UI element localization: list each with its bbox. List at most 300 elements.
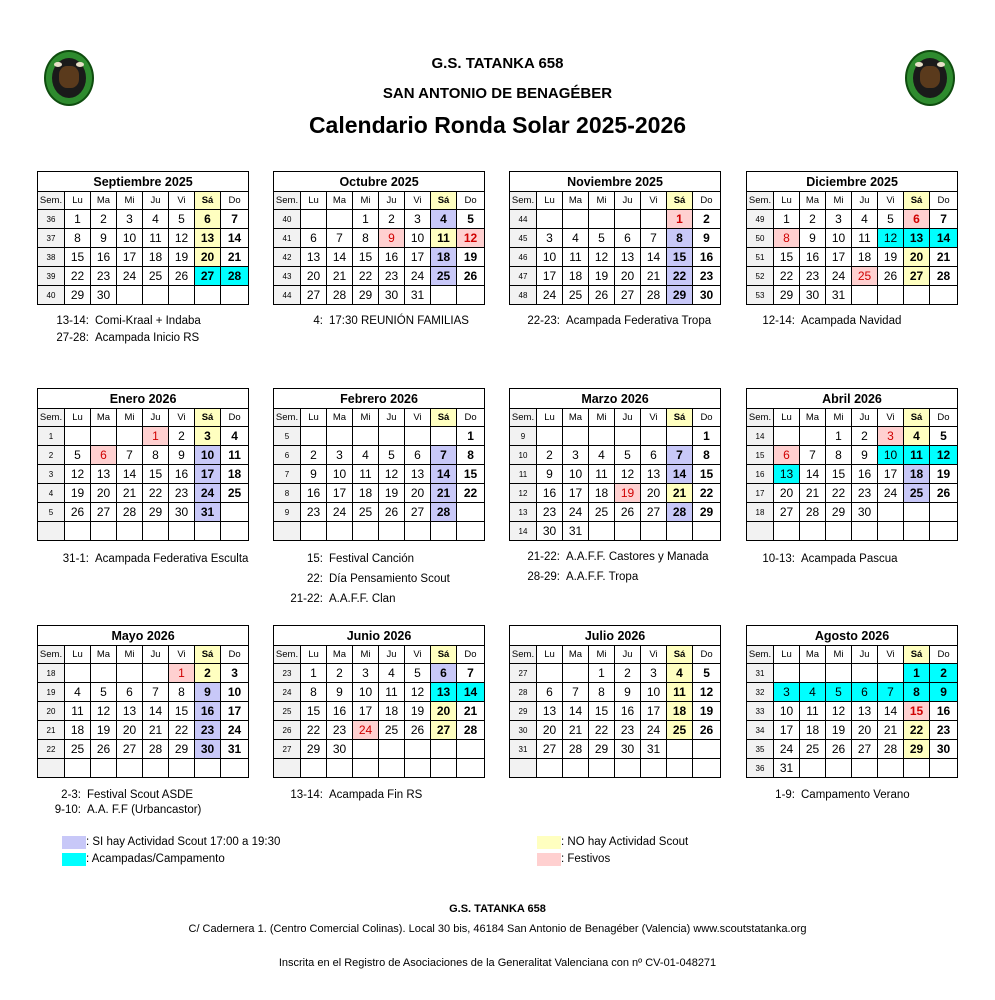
day-cell: 9 [537, 465, 563, 484]
day-cell: 24 [826, 267, 852, 286]
day-cell: 24 [405, 267, 431, 286]
day-cell: 5 [826, 683, 852, 702]
day-cell [301, 210, 327, 229]
event-dates: 13-14: [56, 315, 89, 327]
day-cell: 22 [169, 721, 195, 740]
day-cell [904, 522, 930, 541]
day-header: Do [930, 646, 958, 664]
day-cell: 30 [91, 286, 117, 305]
day-cell: 9 [379, 229, 405, 248]
day-cell: 1 [904, 664, 930, 683]
week-number: 41 [274, 229, 301, 248]
week-number: 36 [747, 759, 774, 778]
month-title: Agosto 2026 [747, 626, 958, 646]
week-number: 30 [510, 721, 537, 740]
day-cell: 10 [327, 465, 353, 484]
page-title: Calendario Ronda Solar 2025-2026 [308, 112, 687, 138]
day-cell: 6 [615, 229, 641, 248]
day-cell: 6 [195, 210, 221, 229]
day-cell: 12 [826, 702, 852, 721]
day-cell: 23 [615, 721, 641, 740]
week-number: 22 [38, 740, 65, 759]
day-header: Ma [800, 646, 826, 664]
day-cell: 31 [641, 740, 667, 759]
week-number: 39 [38, 267, 65, 286]
day-cell [327, 759, 353, 778]
day-header: Mi [353, 192, 379, 210]
day-cell: 31 [195, 503, 221, 522]
day-cell [431, 286, 457, 305]
day-cell [693, 740, 721, 759]
day-cell: 10 [537, 248, 563, 267]
day-cell: 23 [537, 503, 563, 522]
day-cell: 30 [693, 286, 721, 305]
day-header: Sem. [274, 409, 301, 427]
day-cell: 25 [589, 503, 615, 522]
day-header: Do [693, 192, 721, 210]
day-cell [537, 664, 563, 683]
event-label: A.A.F.F. Tropa [566, 571, 639, 583]
week-number: 33 [747, 702, 774, 721]
day-cell: 1 [774, 210, 800, 229]
day-header: Ju [379, 192, 405, 210]
day-cell: 16 [327, 702, 353, 721]
day-cell [537, 210, 563, 229]
day-cell: 16 [169, 465, 195, 484]
day-header: Do [221, 192, 249, 210]
event-dates: 9-10: [54, 804, 81, 816]
event-dates: 1-9: [775, 789, 795, 801]
day-cell [563, 664, 589, 683]
day-cell [431, 759, 457, 778]
day-cell: 22 [774, 267, 800, 286]
day-cell: 18 [800, 721, 826, 740]
day-header: Sá [904, 646, 930, 664]
day-cell: 19 [615, 484, 641, 503]
month-calendar [37, 388, 248, 541]
day-cell: 28 [878, 740, 904, 759]
event-note [275, 789, 422, 801]
day-cell [589, 522, 615, 541]
day-cell: 20 [904, 248, 930, 267]
day-cell: 5 [589, 229, 615, 248]
day-cell [667, 759, 693, 778]
day-cell: 25 [563, 286, 589, 305]
day-header: Do [930, 409, 958, 427]
day-cell [379, 522, 405, 541]
day-cell: 25 [904, 484, 930, 503]
month-calendar [509, 625, 720, 778]
day-cell: 25 [800, 740, 826, 759]
day-cell [327, 427, 353, 446]
day-cell: 11 [852, 229, 878, 248]
month-title: Julio 2026 [510, 626, 721, 646]
day-cell: 22 [353, 267, 379, 286]
day-cell [431, 740, 457, 759]
day-cell: 30 [930, 740, 958, 759]
day-cell: 2 [537, 446, 563, 465]
day-header: Ju [143, 409, 169, 427]
day-cell: 23 [379, 267, 405, 286]
event-note [500, 551, 709, 563]
week-number [38, 522, 65, 541]
day-cell [221, 286, 249, 305]
day-header: Ju [143, 646, 169, 664]
day-cell [800, 427, 826, 446]
day-cell: 3 [641, 664, 667, 683]
day-cell [774, 522, 800, 541]
day-cell: 27 [852, 740, 878, 759]
day-cell [930, 522, 958, 541]
day-cell: 10 [826, 229, 852, 248]
month-calendar [509, 171, 720, 305]
day-cell: 23 [800, 267, 826, 286]
event-note [275, 315, 469, 327]
day-cell: 20 [91, 484, 117, 503]
event-dates: 4: [313, 315, 323, 327]
day-header: Do [930, 192, 958, 210]
day-cell: 29 [667, 286, 693, 305]
day-cell: 30 [800, 286, 826, 305]
day-cell: 3 [117, 210, 143, 229]
day-cell: 14 [221, 229, 249, 248]
day-header: Sá [904, 192, 930, 210]
day-cell: 23 [195, 721, 221, 740]
day-cell: 17 [221, 702, 249, 721]
day-cell: 17 [878, 465, 904, 484]
day-cell: 12 [65, 465, 91, 484]
event-dates: 21-22: [527, 551, 560, 563]
day-header: Sem. [747, 646, 774, 664]
day-cell: 18 [904, 465, 930, 484]
day-cell: 8 [143, 446, 169, 465]
day-cell: 4 [65, 683, 91, 702]
day-cell: 27 [301, 286, 327, 305]
month-title: Marzo 2026 [510, 389, 721, 409]
day-header: Ma [800, 409, 826, 427]
day-cell: 2 [930, 664, 958, 683]
day-cell [852, 286, 878, 305]
day-cell: 3 [327, 446, 353, 465]
event-dates: 21-22: [290, 593, 323, 605]
week-number: 21 [38, 721, 65, 740]
day-cell: 6 [537, 683, 563, 702]
day-cell [852, 522, 878, 541]
day-cell: 4 [143, 210, 169, 229]
day-cell: 24 [878, 484, 904, 503]
day-cell [693, 759, 721, 778]
day-cell: 14 [431, 465, 457, 484]
day-cell: 10 [563, 465, 589, 484]
day-cell: 7 [878, 683, 904, 702]
day-header: Ju [379, 646, 405, 664]
month-calendar [273, 625, 484, 778]
day-header: Vi [405, 646, 431, 664]
day-cell [693, 522, 721, 541]
day-cell [143, 522, 169, 541]
day-cell: 3 [195, 427, 221, 446]
week-number: 25 [274, 702, 301, 721]
day-cell [117, 522, 143, 541]
week-number: 43 [274, 267, 301, 286]
day-header: Lu [537, 646, 563, 664]
day-cell: 19 [65, 484, 91, 503]
day-cell: 17 [537, 267, 563, 286]
day-cell: 4 [852, 210, 878, 229]
day-cell: 5 [91, 683, 117, 702]
day-cell: 20 [852, 721, 878, 740]
day-cell: 6 [852, 683, 878, 702]
day-cell: 17 [405, 248, 431, 267]
day-cell: 29 [589, 740, 615, 759]
day-cell: 1 [589, 664, 615, 683]
day-header: Sá [431, 192, 457, 210]
day-cell [826, 759, 852, 778]
day-cell: 21 [800, 484, 826, 503]
day-cell: 28 [143, 740, 169, 759]
day-cell: 29 [693, 503, 721, 522]
day-header: Lu [537, 192, 563, 210]
event-note [747, 315, 901, 327]
day-cell: 25 [852, 267, 878, 286]
day-cell: 6 [774, 446, 800, 465]
day-cell: 10 [353, 683, 379, 702]
day-cell [563, 210, 589, 229]
day-cell: 5 [379, 446, 405, 465]
day-cell [878, 286, 904, 305]
day-cell [457, 759, 485, 778]
month-calendar [746, 388, 957, 541]
day-header: Vi [641, 409, 667, 427]
day-header: Vi [405, 409, 431, 427]
day-cell: 11 [667, 683, 693, 702]
day-cell [221, 522, 249, 541]
day-cell: 25 [379, 721, 405, 740]
day-cell: 29 [353, 286, 379, 305]
event-note [275, 593, 395, 605]
event-dates: 10-13: [762, 553, 795, 565]
day-header: Do [221, 646, 249, 664]
day-cell: 8 [353, 229, 379, 248]
week-number: 10 [510, 446, 537, 465]
day-cell [457, 286, 485, 305]
day-cell: 19 [589, 267, 615, 286]
day-cell: 14 [930, 229, 958, 248]
day-cell: 11 [589, 465, 615, 484]
week-number: 42 [274, 248, 301, 267]
day-cell: 6 [117, 683, 143, 702]
day-header: Ju [379, 409, 405, 427]
day-header: Sá [667, 409, 693, 427]
day-header: Ma [91, 646, 117, 664]
day-cell [930, 759, 958, 778]
day-cell [65, 522, 91, 541]
day-cell: 4 [563, 229, 589, 248]
day-cell [826, 664, 852, 683]
day-cell [667, 740, 693, 759]
day-cell: 3 [353, 664, 379, 683]
day-cell: 8 [667, 229, 693, 248]
day-cell [563, 759, 589, 778]
day-cell: 28 [117, 503, 143, 522]
day-cell [353, 522, 379, 541]
day-cell: 12 [615, 465, 641, 484]
day-header: Ju [852, 409, 878, 427]
event-note [500, 315, 711, 327]
day-header: Lu [537, 409, 563, 427]
day-cell [91, 664, 117, 683]
day-cell: 1 [65, 210, 91, 229]
day-header: Sem. [274, 646, 301, 664]
event-note [37, 804, 201, 816]
day-cell: 5 [693, 664, 721, 683]
day-cell: 1 [169, 664, 195, 683]
day-cell: 2 [327, 664, 353, 683]
week-number: 9 [510, 427, 537, 446]
day-cell: 30 [379, 286, 405, 305]
day-cell: 9 [930, 683, 958, 702]
day-cell: 19 [693, 702, 721, 721]
day-cell: 11 [143, 229, 169, 248]
month-calendar [273, 388, 484, 541]
day-cell: 5 [169, 210, 195, 229]
week-number: 19 [38, 683, 65, 702]
week-number: 32 [747, 683, 774, 702]
day-cell: 30 [327, 740, 353, 759]
day-cell [221, 503, 249, 522]
org-name: G.S. TATANKA 658 [431, 55, 564, 72]
day-cell: 12 [930, 446, 958, 465]
day-cell: 16 [379, 248, 405, 267]
day-cell: 23 [693, 267, 721, 286]
day-header: Mi [353, 409, 379, 427]
day-cell: 9 [693, 229, 721, 248]
day-cell: 23 [169, 484, 195, 503]
day-cell [117, 427, 143, 446]
day-cell: 19 [379, 484, 405, 503]
day-cell [431, 522, 457, 541]
day-header: Sem. [38, 409, 65, 427]
legend-no-activity: : NO hay Actividad Scout [561, 836, 689, 848]
day-cell [667, 427, 693, 446]
day-cell: 13 [195, 229, 221, 248]
day-cell: 7 [641, 229, 667, 248]
day-cell: 1 [667, 210, 693, 229]
day-cell: 9 [301, 465, 327, 484]
day-cell: 2 [800, 210, 826, 229]
week-number: 11 [510, 465, 537, 484]
month-calendar [746, 625, 957, 778]
day-cell: 1 [693, 427, 721, 446]
day-cell: 28 [457, 721, 485, 740]
day-cell: 25 [65, 740, 91, 759]
day-cell: 17 [327, 484, 353, 503]
event-label: Festival Canción [329, 553, 415, 565]
day-cell: 22 [667, 267, 693, 286]
day-cell: 13 [91, 465, 117, 484]
day-cell: 10 [405, 229, 431, 248]
day-header: Sá [904, 409, 930, 427]
day-cell: 5 [405, 664, 431, 683]
day-cell: 26 [379, 503, 405, 522]
day-cell: 27 [774, 503, 800, 522]
day-cell: 7 [563, 683, 589, 702]
day-cell [589, 759, 615, 778]
day-header: Ju [143, 192, 169, 210]
day-cell: 28 [327, 286, 353, 305]
day-header: Vi [405, 192, 431, 210]
week-number: 35 [747, 740, 774, 759]
month-title: Junio 2026 [274, 626, 485, 646]
day-cell: 3 [826, 210, 852, 229]
day-cell: 22 [904, 721, 930, 740]
day-cell: 10 [641, 683, 667, 702]
day-cell: 12 [169, 229, 195, 248]
day-cell: 12 [91, 702, 117, 721]
week-number: 37 [38, 229, 65, 248]
day-header: Ma [800, 192, 826, 210]
day-cell: 13 [537, 702, 563, 721]
week-number: 44 [510, 210, 537, 229]
day-cell: 11 [379, 683, 405, 702]
day-cell [301, 427, 327, 446]
day-header: Mi [589, 409, 615, 427]
day-cell: 4 [667, 664, 693, 683]
day-cell: 18 [143, 248, 169, 267]
day-header: Ju [615, 409, 641, 427]
week-number: 2 [38, 446, 65, 465]
day-header: Sá [195, 409, 221, 427]
day-cell: 31 [826, 286, 852, 305]
day-cell: 29 [143, 503, 169, 522]
day-cell: 18 [379, 702, 405, 721]
day-cell [563, 427, 589, 446]
day-cell: 24 [327, 503, 353, 522]
day-cell: 3 [774, 683, 800, 702]
day-cell [852, 664, 878, 683]
day-cell: 23 [930, 721, 958, 740]
day-cell: 1 [353, 210, 379, 229]
day-cell: 1 [301, 664, 327, 683]
day-cell: 21 [117, 484, 143, 503]
event-label: Acampada Federativa Esculta [95, 553, 249, 565]
day-cell: 24 [641, 721, 667, 740]
day-cell: 8 [826, 446, 852, 465]
day-cell: 24 [353, 721, 379, 740]
day-cell: 29 [904, 740, 930, 759]
day-cell: 21 [930, 248, 958, 267]
day-cell [641, 522, 667, 541]
day-header: Sem. [510, 409, 537, 427]
day-cell: 26 [457, 267, 485, 286]
day-cell: 30 [852, 503, 878, 522]
day-header: Sem. [38, 192, 65, 210]
legend-camp: : Acampadas/Campamento [86, 853, 225, 865]
day-cell: 16 [930, 702, 958, 721]
week-number: 7 [274, 465, 301, 484]
day-cell: 12 [693, 683, 721, 702]
day-cell: 21 [143, 721, 169, 740]
day-cell: 15 [667, 248, 693, 267]
day-header: Mi [353, 646, 379, 664]
day-cell: 13 [774, 465, 800, 484]
day-cell [774, 664, 800, 683]
legend-activity-swatch [62, 836, 86, 849]
event-dates: 15: [307, 553, 323, 565]
day-header: Vi [169, 192, 195, 210]
day-header: Lu [301, 192, 327, 210]
day-cell: 2 [852, 427, 878, 446]
